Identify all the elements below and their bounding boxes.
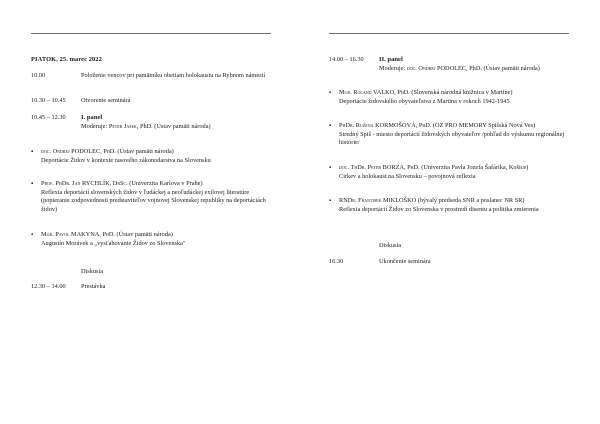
speaker-affiliation: (bývalý predseda SNR a poslanec NR SR) bbox=[416, 197, 525, 204]
schedule-time: 10.30 – 10.45 bbox=[31, 97, 66, 104]
break-time: 12.30 – 14.00 bbox=[31, 283, 66, 290]
panel-title: I. panel bbox=[81, 114, 103, 121]
discussion-label: Diskusia bbox=[81, 268, 104, 275]
bullet-icon: ▪ bbox=[329, 198, 332, 204]
panel-time: 14.00 – 16.30 bbox=[329, 56, 364, 63]
closing-time: 16.30 bbox=[329, 258, 344, 265]
bullet-icon: ▪ bbox=[329, 165, 332, 171]
moderator-affiliation: , PhD. (Ústav pamäti národa) bbox=[136, 122, 211, 130]
speaker-affiliation: (Univerzita Karlova v Prahe) bbox=[127, 180, 203, 187]
schedule-text: Položenie vencov pri pamätníku obetiam holokaustu na Rybnom námestí bbox=[81, 72, 266, 79]
top-rule-right bbox=[329, 33, 569, 34]
speaker-affiliation: (Slovenská národná knižnica v Martine) bbox=[409, 89, 513, 96]
bullet-icon: ▪ bbox=[31, 149, 34, 155]
talk-title: Deportácie židovského obyvateľstva z Martina v rokoch 1942-1945 bbox=[339, 97, 510, 105]
top-rule-left bbox=[31, 33, 271, 34]
speaker-affiliation: (Ústav pamäti národa) bbox=[115, 148, 174, 155]
moderator-label: Moderuje: bbox=[379, 64, 406, 72]
talk-title: Reflexia deportácií slovenských židov v ľudáckej a neoľudáckej exilovej literatúre (popieranie zodpovednosti predstaviteľov vojnovej Slovenskej republiky na deportáciách židov) bbox=[41, 188, 266, 213]
break-text: Prestávka bbox=[81, 283, 106, 290]
talk-title: Cirkev a holokaust na Slovensku – povojnová reflexia bbox=[339, 172, 476, 180]
bullet-icon: ▪ bbox=[31, 232, 34, 238]
panel-title: II. panel bbox=[379, 56, 403, 63]
talk-title: Reflexia deportácií Židov zo Slovenska v prostredí disentu a politika zmierenia bbox=[339, 205, 539, 213]
speaker-affiliation: (Univerzita Pavla Jozefa Šafárika, Košice) bbox=[419, 164, 529, 171]
day-heading: PIATOK, 25. marec 2022 bbox=[31, 56, 102, 63]
panel-time: 10.45 – 12.30 bbox=[31, 114, 66, 121]
talk-title: Stredný Spiš - miesto deportácií židovských obyvateľov /pohľad do výskumu regionálnej histórie/ bbox=[339, 130, 565, 147]
schedule-time: 10.00 bbox=[31, 72, 46, 79]
speaker-affiliation: (OZ PRO MEMORY Spišská Nová Ves) bbox=[431, 122, 536, 129]
moderator-name: doc. Ondrej PODOLEC bbox=[406, 64, 467, 72]
speaker-name: Mgr. Pavol MAKYNA, PhD. bbox=[41, 231, 115, 238]
bullet-icon: ▪ bbox=[329, 90, 332, 96]
moderator-name: Peter Jašek bbox=[108, 122, 137, 130]
speaker-name: PhDr. Ružena KORMOŠOVÁ, PhD. bbox=[339, 122, 432, 129]
closing-text: Ukončenie seminára bbox=[379, 258, 431, 265]
discussion-label: Diskusia bbox=[379, 242, 402, 249]
talk-title: Deportácie Židov v kontexte rasového zákonodarstva na Slovensku bbox=[41, 156, 211, 164]
speaker-name: Mgr. Roland VALKO, PhD. bbox=[339, 89, 410, 96]
speaker-name: RNDr. František MIKLOŠKO bbox=[339, 197, 417, 204]
schedule-text: Otvorenie seminára bbox=[81, 97, 131, 104]
moderator-label: Moderuje: bbox=[81, 122, 108, 130]
bullet-icon: ▪ bbox=[31, 181, 34, 187]
speaker-name: Prof. PhDr. Jan RYCHLÍK, DrSc. bbox=[41, 180, 128, 187]
talk-title: Augustín Morávek a „vysťahovanie Židov zo Slovenska" bbox=[41, 239, 186, 247]
bullet-icon: ▪ bbox=[329, 123, 332, 129]
moderator-affiliation: , PhD. (Ústav pamäti národa) bbox=[466, 64, 540, 72]
speaker-affiliation: (Ústav pamäti národa) bbox=[114, 231, 173, 238]
speaker-name: doc. Ondrej PODOLEC, PhD. bbox=[41, 148, 116, 155]
speaker-name: doc. ThDr. Peter BORZA, PhD. bbox=[339, 164, 420, 171]
